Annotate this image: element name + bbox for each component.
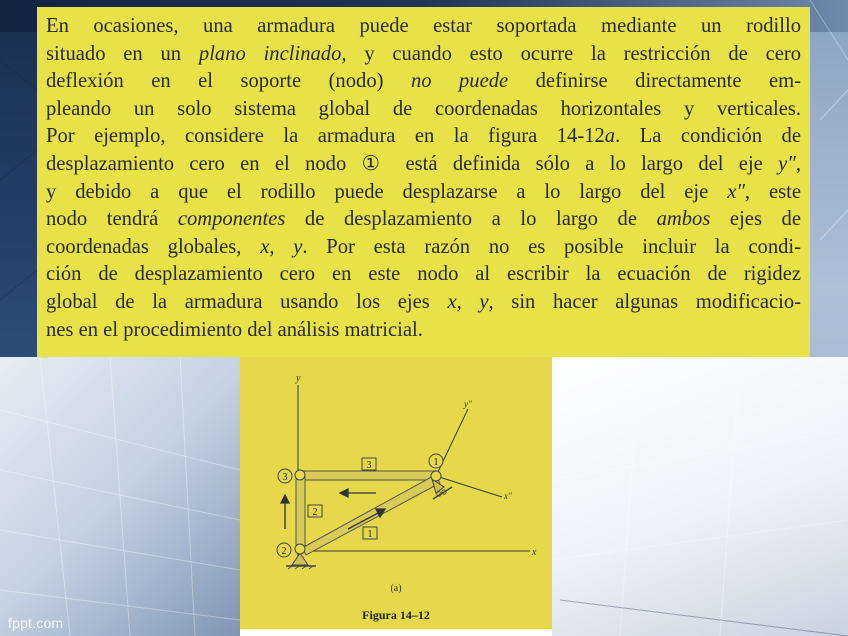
text-run: pleando un solo sistema global de coordenadas horizontales y verticales. bbox=[46, 97, 801, 120]
text-run: nodo tendrá bbox=[46, 208, 178, 231]
member-1 bbox=[302, 475, 440, 555]
text-run: Por ejemplo, considere la armadura en la figura 14-12 bbox=[46, 125, 605, 148]
text-run: deflexión en el soporte (nodo) bbox=[46, 70, 411, 93]
paragraph-line bbox=[46, 151, 801, 179]
node-1 bbox=[429, 454, 443, 481]
figure-panel bbox=[240, 357, 552, 629]
italic-text: plano inclinado bbox=[198, 42, 342, 65]
text-run: y debido a que el rodillo puede desplazarse a lo largo del eje bbox=[46, 180, 728, 203]
text-run: coordenadas globales, bbox=[46, 235, 261, 258]
paragraph-line bbox=[46, 41, 801, 69]
paragraph-line bbox=[46, 234, 801, 262]
italic-text: y″ bbox=[778, 152, 796, 175]
paragraph-line bbox=[46, 13, 801, 41]
figure-caption: Figura 14–12 bbox=[362, 608, 430, 622]
paragraph-line bbox=[46, 206, 801, 234]
text-run: , bbox=[269, 235, 294, 258]
pin-support bbox=[286, 553, 316, 569]
text-run: , y cuando esto ocurre la restricción de cero bbox=[341, 42, 802, 65]
paragraph-line bbox=[46, 123, 801, 151]
text-run: situado en un bbox=[46, 42, 199, 65]
member-2-tag bbox=[308, 505, 322, 518]
member-3 bbox=[300, 471, 436, 480]
text-run: nes en el procedimiento del análisis matricial. bbox=[46, 318, 423, 341]
italic-text: x bbox=[447, 290, 457, 313]
text-run: de desplazamiento a lo largo de bbox=[285, 208, 657, 231]
text-run: , sin hacer algunas modificacio- bbox=[488, 290, 801, 313]
subfigure-label: (a) bbox=[390, 583, 402, 594]
text-run: ción de desplazamiento cero en este nodo al escribir la ecuación de rigidez bbox=[46, 263, 801, 286]
member-1-label: 1 bbox=[367, 529, 373, 540]
footer-brand: fppt.com bbox=[8, 615, 64, 631]
italic-text: ambos bbox=[656, 208, 711, 231]
axis-x-label: x bbox=[532, 547, 537, 558]
text-run: . Por esta razón no es posible incluir la condi- bbox=[302, 235, 801, 258]
text-run: , este bbox=[744, 180, 801, 203]
text-run: . La condición de bbox=[615, 125, 801, 148]
node-3-label: 3 bbox=[282, 472, 288, 483]
text-run: desplazamiento cero en el nodo ① está definida sólo a lo largo del eje bbox=[46, 152, 779, 175]
member-1-tag bbox=[363, 527, 377, 540]
text-run: global de la armadura usando los ejes bbox=[46, 290, 448, 313]
member-2 bbox=[296, 477, 305, 549]
axis-y-label: y bbox=[296, 373, 301, 384]
arrow-member-3-head bbox=[340, 489, 348, 497]
member-3-label: 3 bbox=[366, 460, 372, 471]
paragraph-line bbox=[46, 96, 801, 124]
italic-text: a bbox=[604, 125, 616, 148]
text-run: definirse directamente em- bbox=[508, 70, 801, 93]
axis-x2-label: x″ bbox=[504, 491, 512, 501]
italic-text: no puede bbox=[410, 70, 509, 93]
text-run: , bbox=[795, 152, 801, 175]
roller-support bbox=[432, 479, 452, 499]
body-paragraph bbox=[46, 13, 801, 344]
paragraph-line bbox=[46, 68, 801, 96]
node-1-label: 1 bbox=[433, 457, 439, 468]
axis-y2-label: y″ bbox=[464, 399, 472, 409]
text-run: En ocasiones, una armadura puede estar soportada mediante un rodillo bbox=[46, 15, 801, 37]
italic-text: x″ bbox=[727, 180, 745, 203]
paragraph-line bbox=[46, 179, 801, 207]
italic-text: x bbox=[260, 235, 270, 258]
paragraph-line bbox=[46, 261, 801, 289]
text-run: ejes de bbox=[710, 208, 801, 231]
italic-text: y bbox=[479, 290, 489, 313]
italic-text: componentes bbox=[177, 208, 286, 231]
text-run: , bbox=[456, 290, 480, 313]
member-2-label: 2 bbox=[312, 507, 318, 518]
paragraph-line bbox=[46, 317, 801, 345]
node-2-label: 2 bbox=[281, 546, 287, 557]
text-panel bbox=[37, 7, 810, 357]
member-3-tag bbox=[362, 458, 376, 471]
paragraph-line bbox=[46, 289, 801, 317]
axis-x2-line bbox=[436, 476, 502, 497]
italic-text: y bbox=[293, 235, 303, 258]
arrow-member-2-head bbox=[281, 495, 289, 503]
